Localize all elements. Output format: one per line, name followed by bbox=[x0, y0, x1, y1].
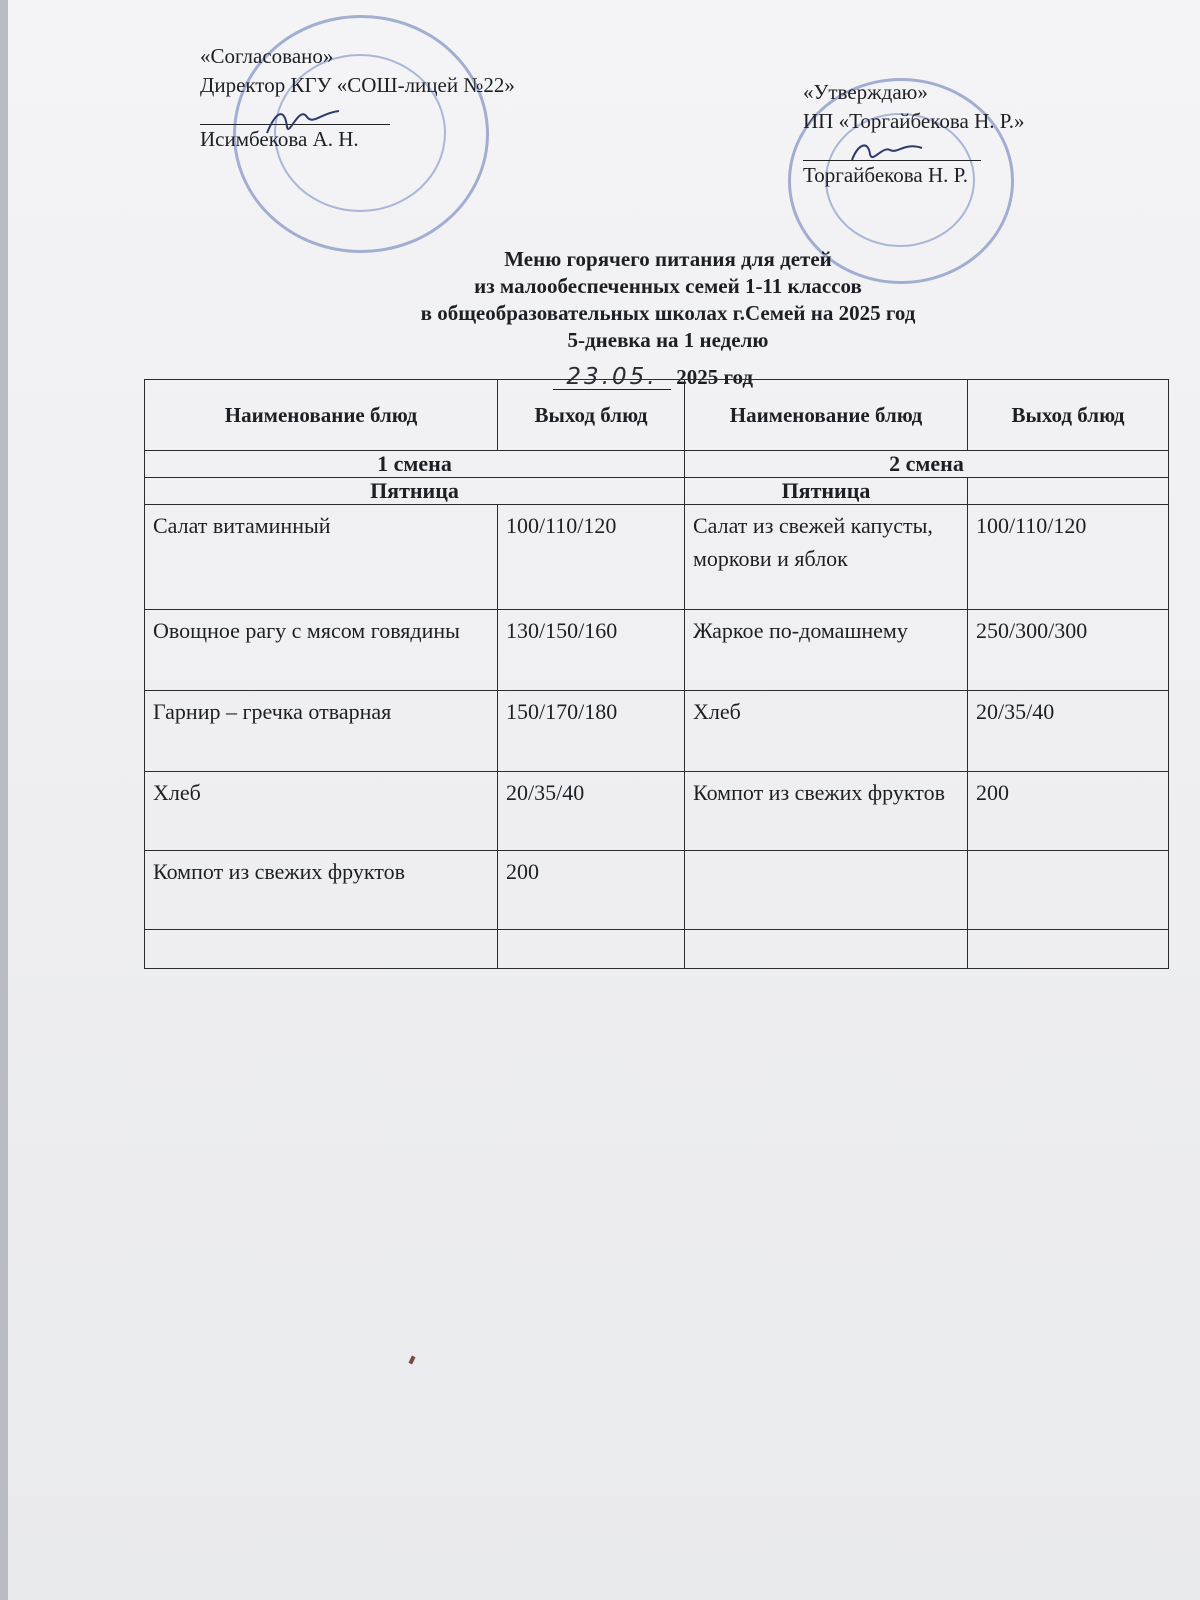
entrepreneur-name: Торгайбекова Н. Р. bbox=[803, 163, 968, 187]
table-row bbox=[145, 505, 1169, 610]
dish-cell: Хлеб bbox=[145, 772, 498, 851]
day-1-label: Пятница bbox=[145, 478, 685, 505]
menu-table bbox=[144, 379, 1169, 969]
portion-cell: 250/300/300 bbox=[968, 610, 1169, 691]
entrepreneur-signature bbox=[848, 136, 928, 170]
dish-cell: Компот из свежих фруктов bbox=[145, 851, 498, 930]
approval-approve-block bbox=[803, 78, 1025, 190]
document-page bbox=[8, 0, 1200, 1600]
dish-cell: Жаркое по-домашнему bbox=[685, 610, 968, 691]
director-position: Директор КГУ «СОШ-лицей №22» bbox=[200, 73, 515, 97]
title-line-2: из малообеспеченных семей 1-11 классов bbox=[474, 274, 862, 298]
day-2-label: Пятница bbox=[685, 478, 968, 505]
table-row bbox=[145, 930, 1169, 969]
portion-cell: 200 bbox=[498, 851, 685, 930]
portion-cell bbox=[968, 930, 1169, 969]
dish-cell bbox=[145, 930, 498, 969]
portion-cell bbox=[968, 851, 1169, 930]
day-row bbox=[145, 478, 1169, 505]
handwritten-date: 23.05. bbox=[553, 365, 671, 390]
table-row bbox=[145, 772, 1169, 851]
header-dish-name-1: Наименование блюд bbox=[145, 380, 498, 451]
portion-cell: 150/170/180 bbox=[498, 691, 685, 772]
portion-cell bbox=[498, 930, 685, 969]
director-signature bbox=[263, 103, 343, 139]
title-line-3: в общеобразовательных школах г.Семей на 2025 год bbox=[420, 301, 916, 325]
table-row bbox=[145, 691, 1169, 772]
shift-1-label: 1 смена bbox=[145, 451, 685, 478]
dish-cell: Салат из свежей капусты, моркови и яблок bbox=[685, 505, 968, 610]
shift-row bbox=[145, 451, 1169, 478]
entrepreneur-position: ИП «Торгайбекова Н. Р.» bbox=[803, 109, 1025, 133]
portion-cell: 130/150/160 bbox=[498, 610, 685, 691]
document-title-block bbox=[308, 246, 1028, 354]
portion-cell: 200 bbox=[968, 772, 1169, 851]
dish-cell bbox=[685, 930, 968, 969]
approval-agreed-block bbox=[200, 42, 515, 154]
dish-cell: Салат витаминный bbox=[145, 505, 498, 610]
header-portion-1: Выход блюд bbox=[498, 380, 685, 451]
title-line-1: Меню горячего питания для детей bbox=[504, 247, 832, 271]
agreed-label: «Согласовано» bbox=[200, 44, 334, 68]
table-row bbox=[145, 851, 1169, 930]
dish-cell bbox=[685, 851, 968, 930]
director-name: Исимбекова А. Н. bbox=[200, 127, 359, 151]
header-dish-name-2: Наименование блюд bbox=[685, 380, 968, 451]
portion-cell: 100/110/120 bbox=[968, 505, 1169, 610]
header-portion-2: Выход блюд bbox=[968, 380, 1169, 451]
portion-cell: 20/35/40 bbox=[498, 772, 685, 851]
table-row bbox=[145, 610, 1169, 691]
day-2-empty bbox=[968, 478, 1169, 505]
dish-cell: Гарнир – гречка отварная bbox=[145, 691, 498, 772]
title-line-4: 5-дневка на 1 неделю bbox=[567, 328, 769, 352]
pen-mark bbox=[408, 1356, 415, 1365]
shift-2-label: 2 смена bbox=[685, 451, 1169, 478]
date-year: 2025 год bbox=[676, 365, 754, 389]
portion-cell: 100/110/120 bbox=[498, 505, 685, 610]
approve-label: «Утверждаю» bbox=[803, 80, 928, 104]
dish-cell: Овощное рагу с мясом говядины bbox=[145, 610, 498, 691]
dish-cell: Хлеб bbox=[685, 691, 968, 772]
portion-cell: 20/35/40 bbox=[968, 691, 1169, 772]
table-header-row bbox=[145, 380, 1169, 451]
dish-cell: Компот из свежих фруктов bbox=[685, 772, 968, 851]
